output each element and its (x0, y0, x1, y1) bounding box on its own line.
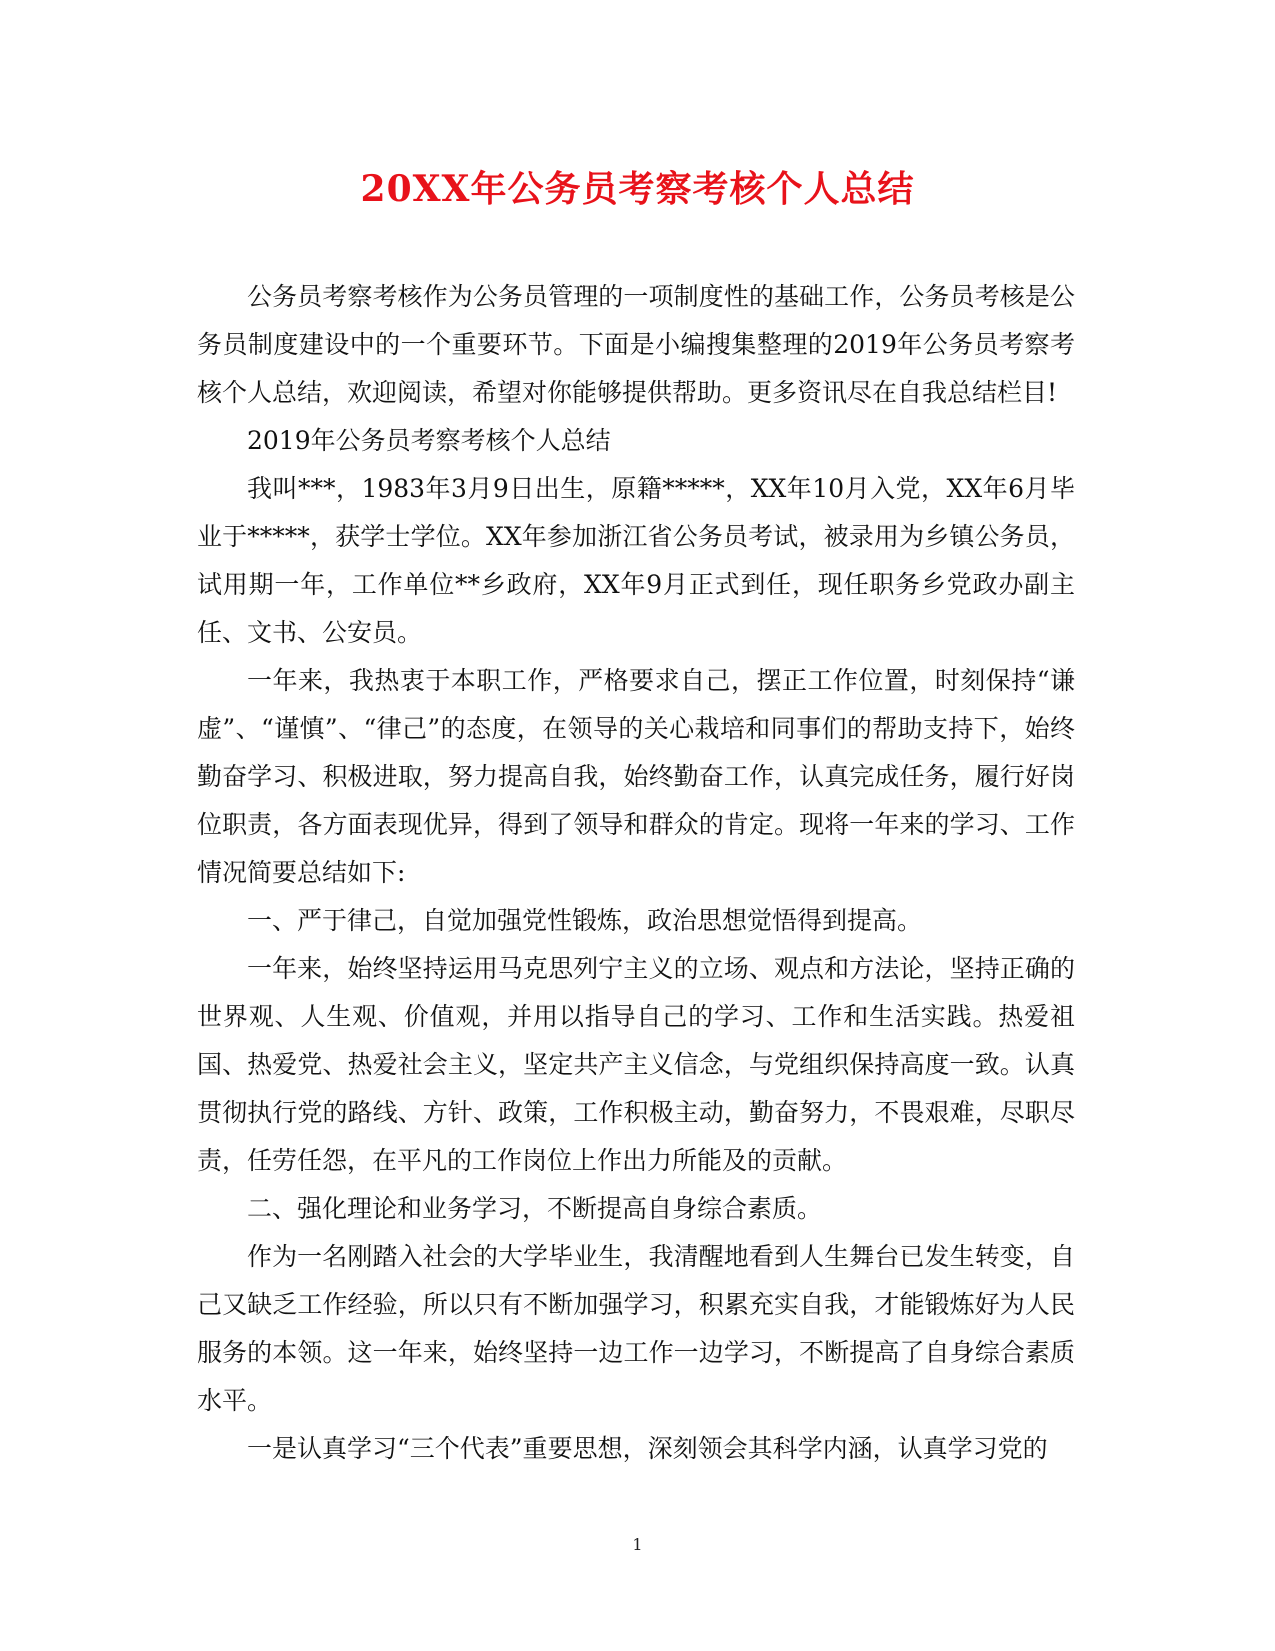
section-heading-1: 一、严于律己，自觉加强党性锻炼，政治思想觉悟得到提高。 (247, 906, 923, 935)
document-body (197, 273, 1075, 1473)
paragraph-subtitle: 2019年公务员考察考核个人总结 (247, 426, 611, 455)
paragraph-three-represents: 一是认真学习“三个代表”重要思想，深刻领会其科学内涵，认真学习党的 (247, 1434, 1048, 1463)
paragraph-personal-info: 我叫***，1983年3月9日出生，原籍*****，XX年10月入党，XX年6月毕业于*****，获学士学位。XX年参加浙江省公务员考试，被录用为乡镇公务员，试用期一年，工作单位**乡政府，XX年9月正式到任，现任职务乡党政办副主任、文书、公安员。 (197, 474, 1075, 647)
section-heading-2: 二、强化理论和业务学习，不断提高自身综合素质。 (247, 1194, 823, 1223)
paragraph-intro: 公务员考察考核作为公务员管理的一项制度性的基础工作，公务员考核是公务员制度建设中的一个重要环节。下面是小编搜集整理的2019年公务员考察考核个人总结，欢迎阅读，希望对你能够提供帮助。更多资讯尽在自我总结栏目! (197, 282, 1075, 407)
paragraph-political: 一年来，始终坚持运用马克思列宁主义的立场、观点和方法论，坚持正确的世界观、人生观、价值观，并用以指导自己的学习、工作和生活实践。热爱祖国、热爱党、热爱社会主义，坚定共产主义信念，与党组织保持高度一致。认真贯彻执行党的路线、方针、政策，工作积极主动，勤奋努力，不畏艰难，尽职尽责，任劳任怨，在平凡的工作岗位上作出力所能及的贡献。 (197, 954, 1075, 1175)
paragraph-year-overview: 一年来，我热衷于本职工作，严格要求自己，摆正工作位置，时刻保持“谦虚”、“谨慎”、“律己”的态度，在领导的关心栽培和同事们的帮助支持下，始终勤奋学习、积极进取，努力提高自我，始终勤奋工作，认真完成任务，履行好岗位职责，各方面表现优异，得到了领导和群众的肯定。现将一年来的学习、工作情况简要总结如下: (197, 666, 1075, 887)
page-number: 1 (632, 1535, 643, 1554)
paragraph-learning: 作为一名刚踏入社会的大学毕业生，我清醒地看到人生舞台已发生转变，自己又缺乏工作经验，所以只有不断加强学习，积累充实自我，才能锻炼好为人民服务的本领。这一年来，始终坚持一边工作一边学习，不断提高了自身综合素质水平。 (197, 1242, 1075, 1415)
document-title: 20XX年公务员考察考核个人总结 (360, 168, 915, 210)
